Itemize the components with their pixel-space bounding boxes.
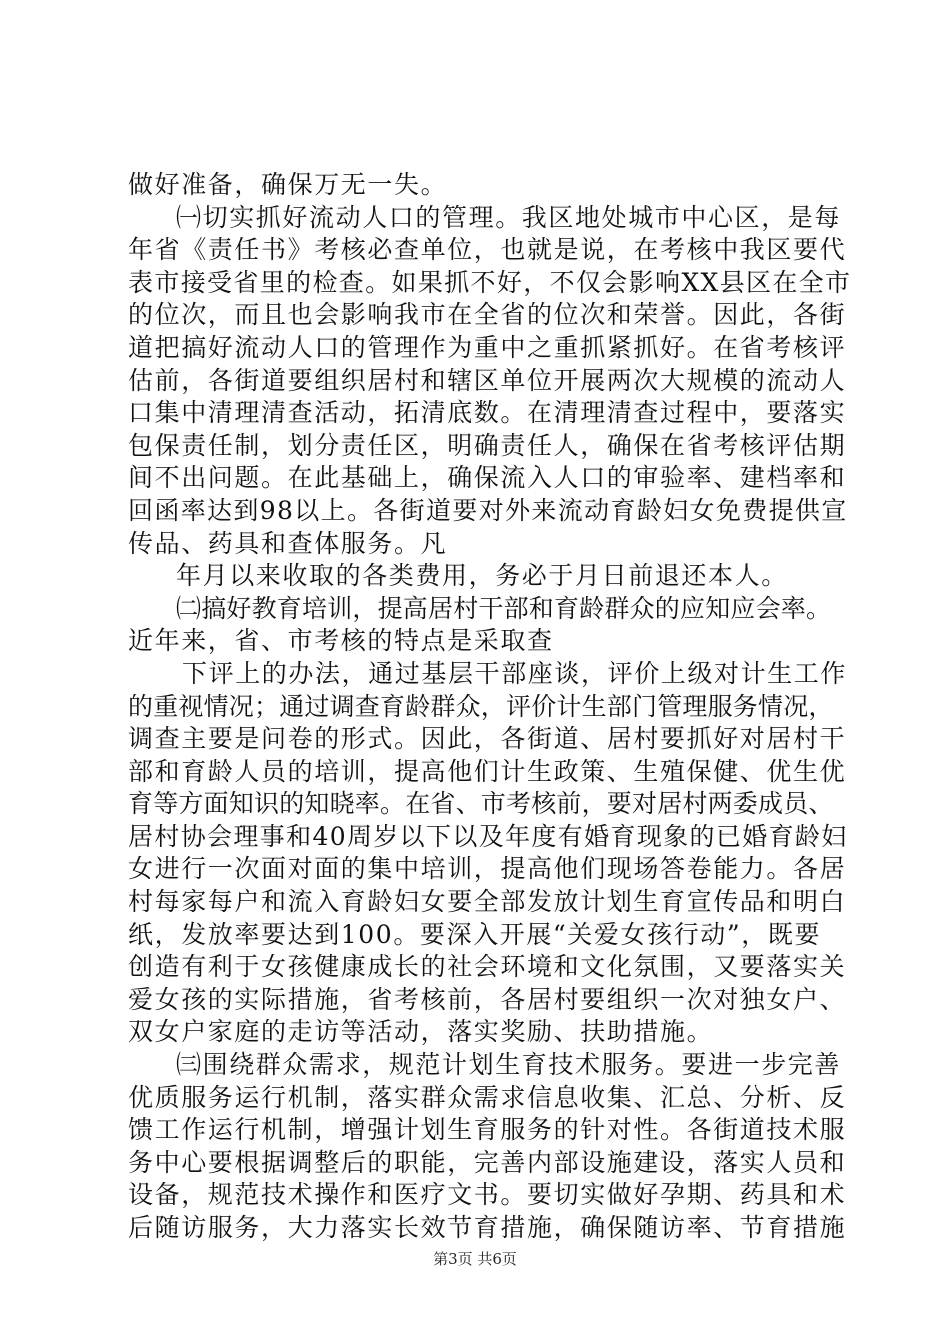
text-line: 回函率达到98以上。各街道要对外来流动育龄妇女免费提供宣 [128,495,848,525]
text-line: 优质服务运行机制，落实群众需求信息收集、汇总、分析、反 [128,1082,847,1112]
section-heading-2: ㈡搞好教育培训，提高居村干部和育龄群众的应知应会率。 [176,593,832,623]
text-line: 下评上的办法，通过基层干部座谈，评价上级对计生工作 [182,658,848,688]
section-heading-3: ㈢围绕群众需求，规范计划生育技术服务。要进一步完善 [176,1050,842,1080]
text-line: 估前，各街道要组织居村和辖区单位开展两次大规模的流动人 [128,365,847,395]
body-text [128,169,852,1245]
page-number-footer: 第3页 共6页 [433,1250,517,1268]
text-line: 居村协会理事和40周岁以下以及年度有婚育现象的已婚育龄妇 [128,821,848,851]
text-line: 部和育龄人员的培训，提高他们计生政策、生殖保健、优生优 [128,756,847,786]
text-line: 馈工作运行机制，增强计划生育服务的针对性。各街道技术服 [128,1115,847,1145]
text-line: 口集中清理清查活动，拓清底数。在清理清查过程中，要落实 [128,398,847,428]
text-line: 做好准备，确保万无一失。 [128,170,448,199]
text-line: 的位次，而且也会影响我市在全省的位次和荣誉。因此，各街 [128,300,847,330]
text-line: 村每家每户和流入育龄妇女要全部发放计划生育宣传品和明白 [128,887,847,917]
text-line: 设备，规范技术操作和医疗文书。要切实做好孕期、药具和术 [128,1180,847,1210]
text-line: 创造有利于女孩健康成长的社会环境和文化氛围，又要落实关 [128,952,847,982]
text-line: 育等方面知识的知晓率。在省、市考核前，要对居村两委成员、 [128,789,834,819]
section-heading-1: ㈠切实抓好流动人口的管理。我区地处城市中心区，是每 [176,202,842,232]
text-line: 调查主要是问卷的形式。因此，各街道、居村要抓好对居村干 [128,724,847,754]
text-line: 年月以来收取的各类费用，务必于月日前退还本人。 [176,561,788,591]
text-line: 女进行一次面对面的集中培训，提高他们现场答卷能力。各居 [128,854,847,884]
text-line: 道把搞好流动人口的管理作为重中之重抓紧抓好。在省考核评 [128,332,847,362]
text-line: 年省《责任书》考核必查单位，也就是说，在考核中我区要代 [128,235,847,265]
text-line: 表市接受省里的检查。如果抓不好，不仅会影响XX县区在全市 [128,267,852,297]
text-line: 务中心要根据调整后的职能，完善内部设施建设，落实人员和 [128,1147,847,1177]
text-line: 间不出问题。在此基础上，确保流入人口的审验率、建档率和 [128,463,847,493]
text-line: 纸，发放率要达到100。要深入开展“关爱女孩行动”，既要 [128,919,822,949]
text-line: 近年来，省、市考核的特点是采取查 [128,626,554,656]
text-line: 包保责任制，划分责任区，明确责任人，确保在省考核评估期 [128,430,847,460]
text-line: 的重视情况；通过调查育龄群众，评价计生部门管理服务情况， [128,691,834,721]
text-line: 双女户家庭的走访等活动，落实奖励、扶助措施。 [128,1017,714,1047]
text-line: 传品、药具和查体服务。凡 [128,528,448,558]
text-line: 爱女孩的实际措施，省考核前，各居村要组织一次对独女户、 [128,984,847,1014]
text-line: 后随访服务，大力落实长效节育措施，确保随访率、节育措施 [128,1213,847,1242]
